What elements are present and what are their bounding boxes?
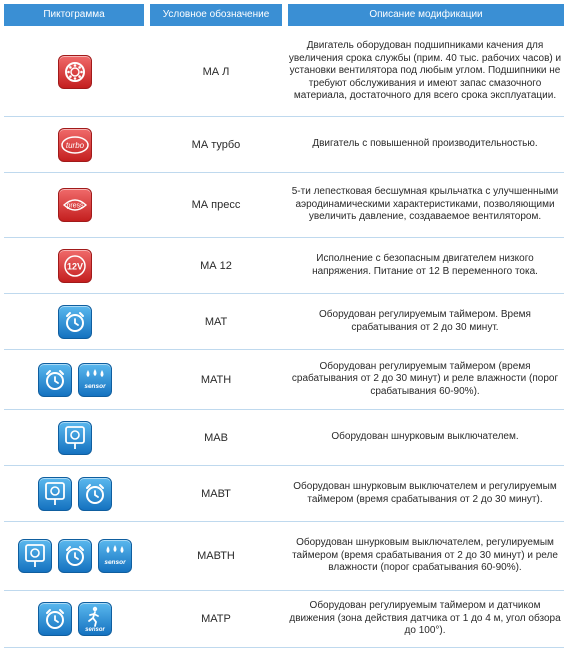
modification-code: МА Л: [202, 65, 230, 78]
icon-cell: [4, 350, 146, 409]
header-icon-column: Пиктограмма: [4, 4, 144, 26]
modification-description: Исполнение с безопасным двигателем низкого напряжения. Питание от 12 В переменного тока.: [312, 253, 538, 277]
modification-description: Двигатель с повышенной производительностью.: [312, 138, 538, 150]
press-icon: [58, 188, 92, 222]
timer-icon: [78, 477, 112, 511]
timer-icon: [58, 305, 92, 339]
table-row: [4, 173, 564, 238]
table-row: [4, 294, 564, 350]
table-row: [4, 410, 564, 466]
modification-code: МАТР: [201, 613, 231, 625]
icon-cell: [4, 466, 146, 521]
modification-description: Оборудован регулируемым таймером и датчиком движения (зона действия датчика от 1 до 4 м, угол обзора до 100°).: [289, 600, 561, 637]
bearing-icon: [58, 55, 92, 89]
svg-text:sensor: sensor: [104, 559, 126, 566]
table-row: [4, 238, 564, 294]
header-code-column: Условное обозначение: [150, 4, 282, 26]
table-row: [4, 27, 564, 117]
icon-cell: [4, 294, 146, 349]
modification-description: Оборудован шнурковым выключателем, регулируемым таймером (время срабатывания от 2 до 30 минут) и реле влажности (порог срабатывания 60-90%).: [292, 537, 558, 574]
modification-code: МА пресс: [191, 199, 241, 211]
modification-code: МАТ: [204, 315, 228, 328]
modification-description: Оборудован шнурковым выключателем и регулируемым таймером (время срабатывания от 2 до 30 минут).: [293, 481, 557, 505]
header-description-column: Описание модификации: [288, 4, 564, 26]
svg-text:12V: 12V: [66, 261, 84, 271]
modification-code: МАВТ: [201, 487, 231, 500]
icon-cell: [4, 522, 146, 590]
modification-code: МАВ: [204, 431, 228, 444]
table-header: [0, 4, 568, 26]
12v-icon: [58, 249, 92, 283]
modification-code: МА турбо: [191, 138, 241, 151]
modification-description: Оборудован регулируемым таймером. Время срабатывания от 2 до 30 минут.: [319, 309, 531, 333]
svg-text:press: press: [66, 202, 84, 210]
modification-description: Двигатель оборудован подшипниками качения для увеличения срока службы (прим. 40 тыс. рабочих часов) и установки вентилятора под любым углом. Подшипники не требуют обслуживания и имеют запас смазочного материала, достаточного для всего срока эксплуатации.: [288, 40, 562, 102]
modification-code: МАВТН: [197, 550, 235, 562]
modification-code: МАТН: [200, 373, 232, 386]
table-row: [4, 117, 564, 173]
modification-code: МА 12: [200, 259, 232, 272]
humidity-sensor-icon: [78, 363, 112, 397]
svg-text:sensor: sensor: [85, 627, 105, 633]
turbo-icon: [58, 128, 92, 162]
icon-cell: [4, 117, 146, 172]
icon-cell: [4, 238, 146, 293]
svg-text:turbo: turbo: [65, 140, 85, 150]
pull-cord-icon: [58, 421, 92, 455]
table-row: [4, 350, 564, 410]
table-row: [4, 466, 564, 522]
timer-icon: [38, 363, 72, 397]
modification-description: Оборудован шнурковым выключателем.: [331, 431, 519, 443]
icon-cell: [4, 27, 146, 116]
humidity-sensor-icon: [98, 539, 132, 573]
icon-cell: [4, 173, 146, 237]
modification-description: Оборудован регулируемым таймером (время срабатывания от 2 до 30 минут) и реле влажности (порог срабатывания 60-90%).: [291, 360, 559, 397]
modification-description: 5-ти лепестковая бесшумная крыльчатка с улучшенными аэродинамическими характеристиками, позволяющими увеличить давление, создаваемое вентилятором.: [291, 186, 559, 223]
svg-text:sensor: sensor: [84, 382, 106, 390]
pull-cord-icon: [18, 539, 52, 573]
timer-icon: [58, 539, 92, 573]
table-row: [4, 591, 564, 648]
icon-cell: [4, 591, 146, 647]
icon-cell: [4, 410, 146, 465]
timer-icon: [38, 602, 72, 636]
motion-sensor-icon: [78, 602, 112, 636]
table-row: [4, 522, 564, 591]
pull-cord-icon: [38, 477, 72, 511]
